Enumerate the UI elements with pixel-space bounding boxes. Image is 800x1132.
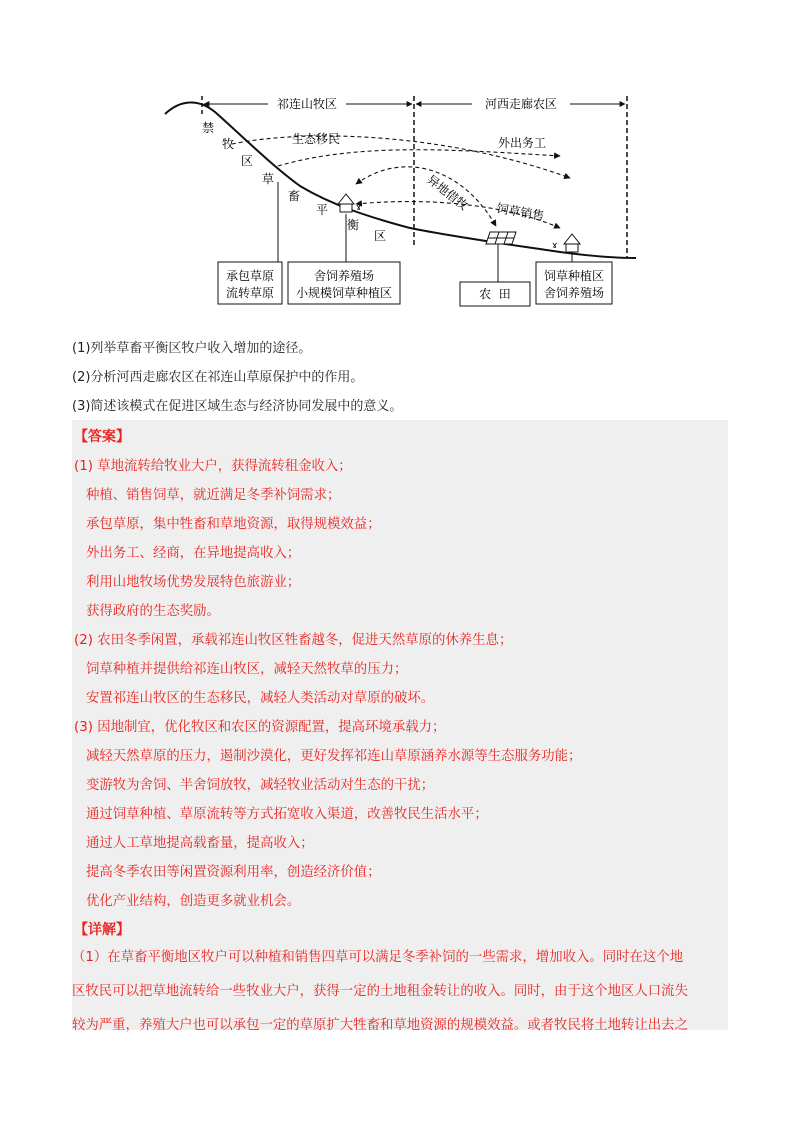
box-grassland-line-1: 承包草原 xyxy=(225,269,275,283)
answer-line: 饲草种植并提供给祁连山牧区，减轻天然牧草的压力； xyxy=(86,662,408,677)
detail-header: 【详解】 xyxy=(74,922,130,938)
grass-icon: ɤ xyxy=(356,203,362,213)
answer-line: 通过人工草地提高载畜量，提高收入； xyxy=(86,836,314,851)
answer-line: 变游牧为舍饲、半舍饲放牧，减轻牧业活动对生态的干扰； xyxy=(86,778,435,793)
question-1: (1)列举草畜平衡区牧户收入增加的途径。 xyxy=(72,341,312,356)
flow-remote-grazing xyxy=(356,167,496,226)
zone-balance-char-4: 衡 xyxy=(347,218,360,232)
answer-line: 减轻天然草原的压力，遏制沙漠化，更好发挥祁连山草原涵养水源等生态服务功能； xyxy=(86,749,582,764)
answer-line: (3) 因地制宜，优化牧区和农区的资源配置，提高环境承载力； xyxy=(74,720,446,735)
flow-remote-grazing-label: 异地借牧 xyxy=(424,172,471,213)
house-icon xyxy=(338,194,354,212)
flow-work-out xyxy=(278,150,560,166)
box-farmland-label: 农 田 xyxy=(479,287,511,301)
answer-header: 【答案】 xyxy=(74,429,130,445)
terrain-profile xyxy=(165,102,636,258)
zone-ban-char-3: 区 xyxy=(241,154,254,168)
house-icon xyxy=(564,234,580,252)
zone-balance-char-1: 草 xyxy=(262,172,275,186)
zone-balance-char-2: 畜 xyxy=(288,189,301,203)
region-label-qilian: 祁连山牧区 xyxy=(276,97,338,111)
grass-icon: ɤ xyxy=(552,241,558,251)
flow-work-out-label: 外出务工 xyxy=(498,136,547,150)
farmland-grid-icon xyxy=(486,232,516,244)
answer-line: 优化产业结构，创造更多就业机会。 xyxy=(86,894,301,909)
detail-line: （1）在草畜平衡地区牧户可以种植和销售四草可以满足冬季补饲的一些需求，增加收入。同时在这个地 xyxy=(72,950,684,965)
zone-ban-char-1: 禁 xyxy=(202,121,215,135)
question-3: (3)简述该模式在促进区域生态与经济协同发展中的意义。 xyxy=(72,399,403,414)
answer-line: 通过饲草种植、草原流转等方式拓宽收入渠道，改善牧民生活水平； xyxy=(86,807,488,822)
flow-eco-migration-label: 生态移民 xyxy=(292,132,341,146)
answer-line: 安置祁连山牧区的生态移民，减轻人类活动对草原的破坏。 xyxy=(86,691,435,706)
box-forage-area-line-1: 饲草种植区 xyxy=(543,269,605,283)
answer-line: 利用山地牧场优势发展特色旅游业； xyxy=(86,575,301,590)
box-feedlot-line-2: 小规模饲草种植区 xyxy=(295,286,393,300)
answer-line: (2) 农田冬季闲置，承载祁连山牧区牲畜越冬，促进天然草原的休养生息； xyxy=(74,633,513,648)
detail-line: 较为严重，养殖大户也可以承包一定的草原扩大牲畜和草地资源的规模效益。或者牧民将土地转让出去之 xyxy=(72,1018,688,1033)
zone-balance-char-3: 平 xyxy=(316,203,329,217)
zone-balance-char-5: 区 xyxy=(374,229,387,243)
detail-line: 区牧民可以把草地流转给一些牧业大户，获得一定的土地租金转让的收入。同时，由于这个地区人口流失 xyxy=(72,984,688,999)
answer-line: (1) 草地流转给牧业大户，获得流转租金收入； xyxy=(74,459,352,474)
answer-line: 承包草原，集中牲畜和草地资源，取得规模效益； xyxy=(86,517,381,532)
question-2: (2)分析河西走廊农区在祁连山草原保护中的作用。 xyxy=(72,370,364,385)
flow-forage-sale-label: 饲草销售 xyxy=(495,201,546,224)
box-forage-area-line-2: 舍饲养殖场 xyxy=(543,286,605,300)
region-label-hexi: 河西走廊农区 xyxy=(484,97,558,111)
zone-ban-char-2: 牧 xyxy=(222,137,235,151)
answer-line: 外出务工、经商，在异地提高收入； xyxy=(86,546,301,561)
answer-line: 提高冬季农田等闲置资源利用率，创造经济价值； xyxy=(86,865,381,880)
answer-line: 种植、销售饲草，就近满足冬季补饲需求； xyxy=(86,488,341,503)
box-feedlot-line-1: 舍饲养殖场 xyxy=(313,269,375,283)
grassland-model-diagram xyxy=(160,86,640,310)
answer-section xyxy=(72,420,728,1033)
answer-line: 获得政府的生态奖励。 xyxy=(86,604,220,619)
box-grassland-line-2: 流转草原 xyxy=(225,286,275,300)
